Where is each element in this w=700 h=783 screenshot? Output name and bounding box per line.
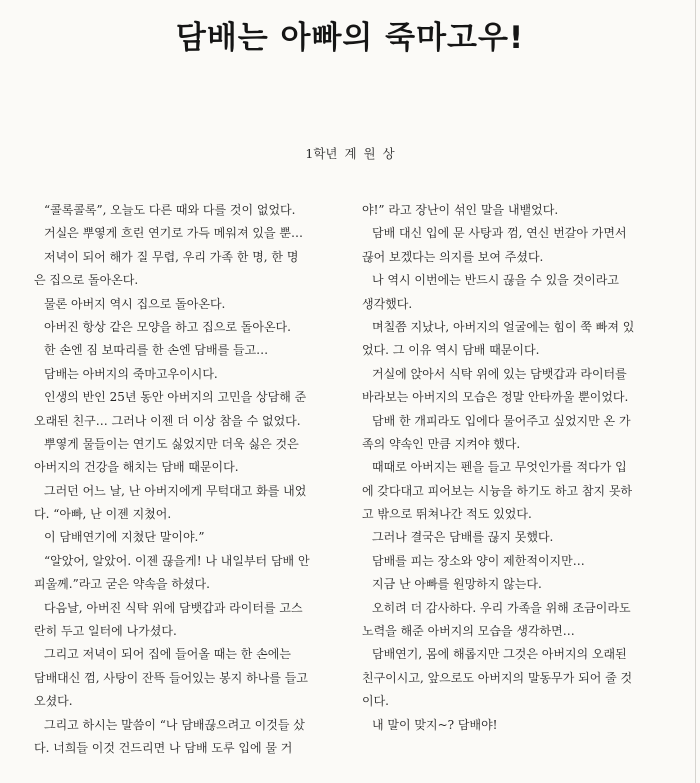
text-line: 거실에 앉아서 식탁 위에 있는 담뱃갑과 라이터를	[372, 366, 627, 381]
author-line: 1학년 계 원 상	[305, 146, 395, 161]
text-line: 오래된 친구… 그러나 이젠 더 이상 참을 수 없었다.	[34, 413, 301, 428]
text-line: 이 담배연기에 지쳤단 말이야.”	[44, 530, 205, 545]
text-line: 담배 한 개피라도 입에다 물어주고 싶었지만 온 가	[372, 413, 631, 428]
text-line: 다. 너희들 이것 건드리면 나 담배 도루 입에 물 거	[34, 740, 293, 755]
text-line: 에 갖다대고 피어보는 시늉을 하기도 하고 참지 못하	[362, 483, 633, 498]
text-line: 저녁이 되어 해가 질 무렵, 우리 가족 한 명, 한 명	[44, 249, 299, 264]
text-line: 물론 아버지 역시 집으로 돌아온다.	[44, 296, 226, 311]
text-line: 피울께.”라고 굳은 약속을 하셨다.	[34, 577, 210, 592]
text-line: 노력을 해준 아버지의 모습을 생각하면…	[362, 624, 575, 639]
text-line: 생각했다.	[362, 296, 413, 311]
text-line: 담배는 아버지의 죽마고우이시다.	[44, 366, 218, 381]
text-line: 담배를 피는 장소와 양이 제한적이지만…	[372, 553, 585, 568]
text-line: 담배 대신 입에 문 사탕과 껌, 연신 번갈아 가면서	[372, 226, 627, 241]
text-line: 내 말이 맞지~? 담배야!	[372, 717, 498, 732]
text-line: 담배연기, 몸에 해롭지만 그것은 아버지의 오래된	[372, 647, 627, 662]
text-line: 며칠쯤 지났나, 아버지의 얼굴에는 힘이 쭉 빠져 있	[372, 319, 635, 334]
text-line: 한 손엔 짐 보따리를 한 손엔 담배를 들고…	[44, 343, 269, 358]
text-line: “알았어, 알았어. 이젠 끊을게! 나 내일부터 담배 안	[44, 553, 310, 568]
text-line: 야!” 라고 장난이 섞인 말을 내뱉었다.	[362, 203, 559, 217]
text-line: “콜록콜록”, 오늘도 다른 때와 다를 것이 없었다.	[44, 203, 296, 217]
text-line: 오히려 더 감사하다. 우리 가족을 위해 조금이라도	[372, 600, 631, 615]
text-line: 고 밖으로 뛰쳐나간 적도 있었다.	[362, 507, 532, 522]
text-line: 그러나 결국은 담배를 끊지 못했다.	[372, 530, 554, 545]
text-line: 다. “아빠, 난 이젠 지쳤어.	[34, 507, 172, 522]
text-line: 아버진 항상 같은 모양을 하고 집으로 돌아온다.	[44, 319, 291, 334]
text-line: 인생의 반인 25년 동안 아버지의 고민을 상담해 준	[44, 390, 307, 405]
left-text-column	[34, 199, 339, 760]
right-text-column	[362, 199, 667, 737]
text-line: 족의 약속인 만큼 지켜야 했다.	[362, 436, 521, 451]
text-line: 었다. 그 이유 역시 담배 때문이다.	[362, 343, 540, 358]
page-edge-divider	[695, 0, 696, 783]
text-line: 담배대신 껌, 사탕이 잔뜩 들어있는 봉지 하나를 들고	[34, 670, 308, 685]
text-line: 그리고 하시는 말씀이 “나 담배끊으려고 이것들 샀	[44, 717, 305, 732]
text-line: 이다.	[362, 694, 389, 709]
text-line: 지금 난 아빠를 원망하지 않는다.	[372, 577, 542, 592]
text-line: 그리고 저녁이 되어 집에 들어올 때는 한 손에는	[44, 647, 291, 662]
text-line: 끊어 보겠다는 의지를 보여 주셨다.	[362, 249, 544, 264]
text-line: 오셨다.	[34, 694, 73, 709]
text-line: 란히 두고 일터에 나가셨다.	[34, 624, 177, 639]
text-line: 나 역시 이번에는 반드시 끊을 수 있을 것이라고	[372, 273, 619, 288]
text-line: 다음날, 아버진 식탁 위에 담뱃갑과 라이터를 고스	[44, 600, 303, 615]
text-line: 때때로 아버지는 펜을 들고 무엇인가를 적다가 입	[372, 460, 627, 475]
text-line: 뿌옇게 물들이는 연기도 싫었지만 더욱 싫은 것은	[44, 436, 299, 451]
text-line: 은 집으로 돌아온다.	[34, 273, 139, 288]
text-line: 그러던 어느 날, 난 아버지에게 무턱대고 화를 내었	[44, 483, 307, 498]
text-line: 친구이시고, 앞으로도 아버지의 말동무가 되어 줄 것	[362, 670, 633, 685]
text-line: 거실은 뿌옇게 흐린 연기로 가득 메워져 있을 뿐…	[44, 226, 303, 241]
text-line: 아버지의 건강을 해치는 담배 때문이다.	[34, 460, 239, 475]
page-title: 담배는 아빠의 죽마고우!	[175, 20, 525, 56]
text-line: 바라보는 아버지의 모습은 정말 안타까울 뿐이었다.	[362, 390, 629, 405]
